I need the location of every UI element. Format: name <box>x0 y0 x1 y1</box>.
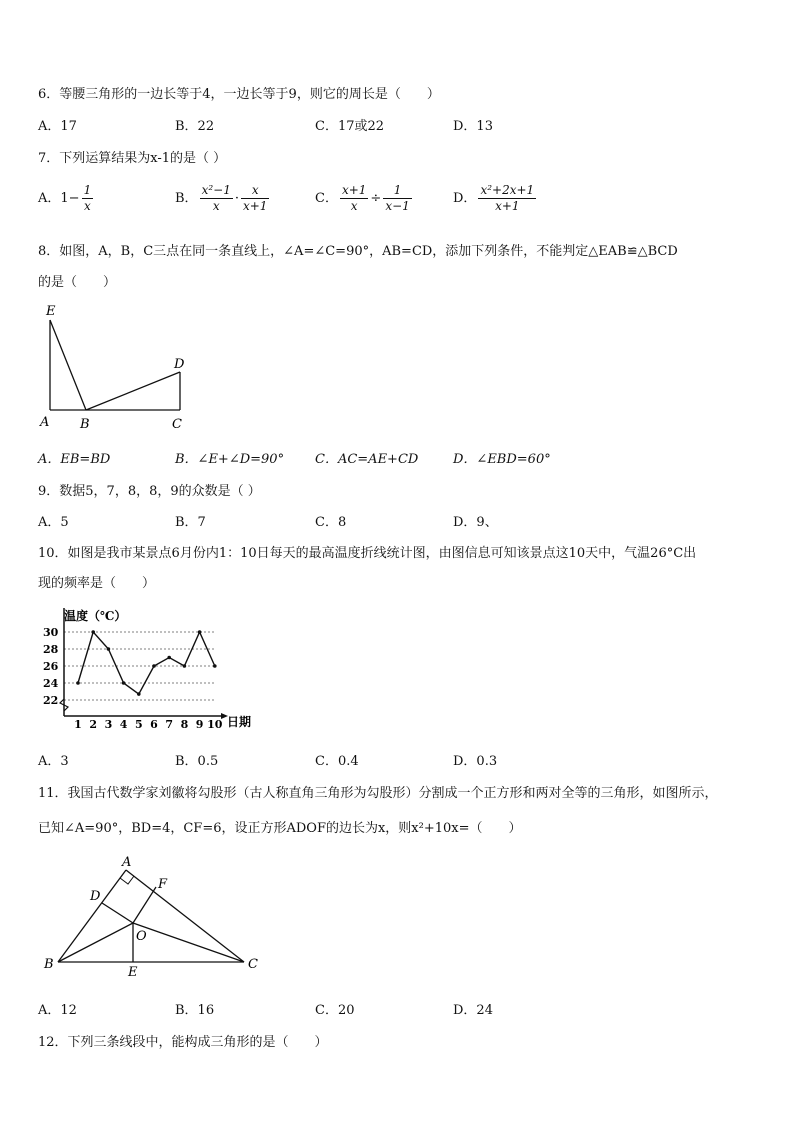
q9-option-b: B．7 <box>175 515 206 530</box>
q7-c-num1: x+1 <box>341 183 367 197</box>
chart-y-tick-label: 22 <box>43 694 59 707</box>
q11-label-e: E <box>128 965 138 980</box>
chart-y-tick-label: 30 <box>43 626 59 639</box>
chart-x-tick-label: 2 <box>89 718 98 731</box>
chart-series-line <box>78 632 215 694</box>
chart-y-tick-label: 24 <box>43 677 59 690</box>
q7-d-frac <box>478 183 536 214</box>
q11-stem-line2: 已知∠A=90°，BD=4，CF=6，设正方形ADOF的边长为x，则x²+10x=（ ） <box>38 821 522 836</box>
q11-option-a: A．12 <box>38 1003 77 1018</box>
q11-option-b: B．16 <box>175 1003 215 1018</box>
q11-figure <box>36 850 276 980</box>
chart-x-label: 日期 <box>227 715 252 729</box>
q7-d-den: x+1 <box>495 199 520 213</box>
q7-c-den2: x−1 <box>385 199 410 213</box>
q7-c-den1: x <box>350 199 358 213</box>
q11-seg-ac <box>126 870 244 962</box>
q7-b-label: B． <box>175 191 198 206</box>
q7-d-label: D． <box>453 191 477 206</box>
q6-option-c: C．17或22 <box>315 119 385 134</box>
q7-c-op: ÷ <box>370 191 382 206</box>
chart-x-tick-label: 4 <box>119 718 128 731</box>
q7-a-den: x <box>83 199 91 213</box>
q11-label-b: B <box>44 957 54 972</box>
q7-c-label: C． <box>315 191 338 206</box>
q11-seg-fo <box>133 887 156 923</box>
chart-x-tick-label: 7 <box>165 718 174 731</box>
q11-seg-do <box>102 903 133 923</box>
q9-stem: 9．数据5，7，8，8，9的众数是（ ） <box>38 484 261 499</box>
q8-option-c: C．AC=AE+CD <box>315 452 419 467</box>
q8-option-a: A．EB=BD <box>38 452 111 467</box>
q10-option-b: B．0.5 <box>175 754 219 769</box>
q6-option-b: B．22 <box>175 119 215 134</box>
q11-label-c: C <box>248 957 258 972</box>
q8-option-b: B．∠E+∠D=90° <box>175 452 285 467</box>
q7-c-num2: 1 <box>383 183 411 199</box>
chart-x-tick-label: 10 <box>207 718 223 731</box>
chart-point <box>137 692 141 696</box>
q7-b-dot: · <box>234 191 239 206</box>
q9-option-a: A．5 <box>38 515 69 530</box>
q9-option-c: C．8 <box>315 515 347 530</box>
q8-label-d: D <box>174 357 185 372</box>
q7-b-num2: x <box>241 183 269 199</box>
q6-stem: 6．等腰三角形的一边长等于4，一边长等于9，则它的周长是（ ） <box>38 87 440 102</box>
q10-stem-line1: 10．如图是我市某景点6月份内1：10日每天的最高温度折线统计图，由图信息可知该景点这10天中，气温26°C出 <box>38 546 697 561</box>
q8-label-c: C <box>172 417 182 432</box>
q8-label-e: E <box>46 304 56 319</box>
q8-stem-line1: 8．如图，A，B，C三点在同一条直线上，∠A=∠C=90°，AB=CD，添加下列条件，不能判定△EAB≌△BCD <box>38 244 678 259</box>
q6-option-d: D．13 <box>453 119 493 134</box>
q7-a-label: A． <box>38 191 61 206</box>
q11-label-a: A <box>122 855 132 870</box>
q10-stem-line2: 现的频率是（ ） <box>38 576 156 591</box>
chart-y-tick-label: 26 <box>43 660 59 673</box>
q10-option-d: D．0.3 <box>453 754 498 769</box>
q11-option-d: D．24 <box>453 1003 493 1018</box>
q7-a-frac <box>82 183 94 214</box>
q7-stem: 7．下列运算结果为x-1的是（ ） <box>38 151 227 166</box>
q10-option-a: A．3 <box>38 754 69 769</box>
chart-point <box>107 647 111 651</box>
q6-option-a: A．17 <box>38 119 77 134</box>
chart-point <box>152 664 156 668</box>
chart-x-tick-label: 3 <box>104 718 113 731</box>
chart-point <box>183 664 187 668</box>
q8-figure <box>36 300 196 435</box>
q8-label-b: B <box>80 417 90 432</box>
q11-seg-co <box>133 923 244 962</box>
q7-b-den1: x <box>212 199 220 213</box>
chart-x-tick-label: 8 <box>180 718 189 731</box>
chart-point <box>198 630 202 634</box>
q8-seg-bd <box>86 372 180 410</box>
chart-point <box>213 664 217 668</box>
q7-option-a <box>38 183 95 214</box>
chart-point <box>91 630 95 634</box>
q8-seg-eb <box>50 320 86 410</box>
q7-c-frac1 <box>340 183 368 214</box>
q10-line-chart <box>38 604 268 734</box>
q11-stem-line1: 11．我国古代数学家刘徽将勾股形（古人称直角三角形为勾股形）分割成一个正方形和两对全等的三角形，如图所示， <box>38 786 718 801</box>
chart-grid <box>64 632 216 700</box>
chart-x-tick-label: 9 <box>195 718 204 731</box>
q7-b-num1: x²−1 <box>201 183 231 197</box>
q11-seg-bo <box>58 923 133 962</box>
q12-stem: 12．下列三条线段中，能构成三角形的是（ ） <box>38 1035 328 1050</box>
q11-label-f: F <box>158 877 168 892</box>
chart-point <box>76 681 80 685</box>
q11-label-o: O <box>136 929 147 944</box>
chart-x-ticks <box>74 718 223 731</box>
chart-y-ticks <box>43 626 59 707</box>
chart-x-tick-label: 1 <box>74 718 82 731</box>
chart-x-tick-label: 5 <box>134 718 143 731</box>
q11-seg-ba <box>58 870 126 962</box>
q7-d-num: x²+2x+1 <box>480 183 535 197</box>
q7-b-den2: x+1 <box>242 199 268 213</box>
q7-option-d <box>453 183 538 214</box>
q7-option-c <box>315 183 414 214</box>
chart-point <box>167 656 171 660</box>
chart-point <box>122 681 126 685</box>
q7-a-pre: 1− <box>60 191 80 206</box>
q11-right-angle-mark <box>120 876 134 884</box>
q8-label-a: A <box>40 415 50 430</box>
chart-y-tick-label: 28 <box>43 643 59 656</box>
q10-option-c: C．0.4 <box>315 754 359 769</box>
q7-b-frac1 <box>200 183 233 214</box>
q7-option-b <box>175 183 271 214</box>
q8-option-d: D．∠EBD=60° <box>453 452 551 467</box>
chart-title: 温度（℃） <box>64 609 127 623</box>
q7-b-frac2 <box>241 183 269 214</box>
q7-a-num: 1 <box>83 183 92 197</box>
q11-label-d: D <box>90 889 101 904</box>
q8-stem-line2: 的是（ ） <box>38 275 117 290</box>
chart-x-tick-label: 6 <box>150 718 158 731</box>
q9-option-d: D．9、 <box>453 515 498 530</box>
q11-option-c: C．20 <box>315 1003 355 1018</box>
q7-c-frac2 <box>383 183 411 214</box>
